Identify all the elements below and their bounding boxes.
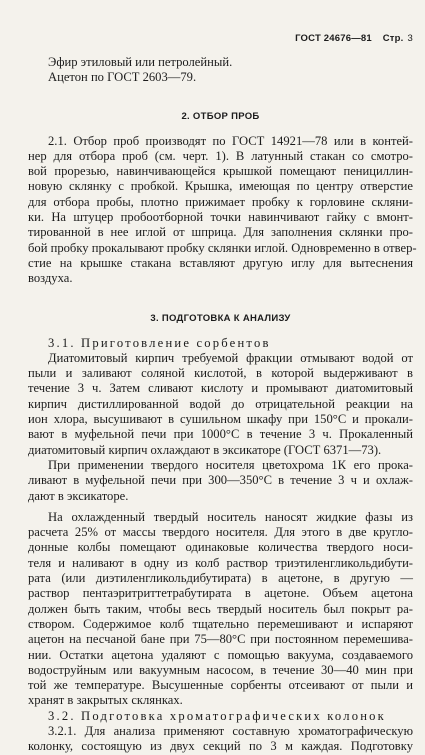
text-line: теля и наливают в одну из колб раствор триэтиленгликольдибути- xyxy=(28,555,413,570)
text-line: раствор пентаэритриттетрабутирата в ацетоне. Объем ацетона xyxy=(28,586,413,601)
page-label: Стр. xyxy=(382,33,404,44)
text-line: бой пробку прокалывают пробку склянки иглой. Одновременно в отвер- xyxy=(28,240,417,255)
reagent-item: Эфир этиловый или петролейный. xyxy=(48,55,233,69)
paragraph-3-1-b xyxy=(28,458,413,504)
document-body xyxy=(28,55,417,755)
text-line: дают в эксикаторе. xyxy=(28,488,129,503)
paragraph-3-1-c xyxy=(28,510,413,709)
text-line: рата (или диэтиленгликольдибутирата) в ацетоне, в другую — xyxy=(28,571,413,586)
text-line: пыли и заливают соляной кислотой, в которой выдерживают в xyxy=(28,366,413,381)
text-line: стие на крышке стакана вставляют другую иглу для вытеснения xyxy=(28,255,413,270)
text-line: 2.1. Отбор проб производят по ГОСТ 14921—78 или в контей- xyxy=(48,133,413,148)
text-line: воздуха. xyxy=(28,271,73,286)
text-line: ливают в муфельной печи при 300—350°С в течение 3 ч и охлаж- xyxy=(28,473,413,488)
text-line: новую склянку с пробкой. Крышка, имеющая по центру отверстие xyxy=(28,179,413,194)
paragraph-3-1-a xyxy=(28,351,413,458)
text-line: нер для отбора проб (см. черт. 1). В латунный стакан со смотро- xyxy=(28,148,413,163)
page-number: 3 xyxy=(407,33,413,44)
text-line: 3.2.1. Для анализа применяют составную хроматографическую xyxy=(48,723,413,738)
reagent-list xyxy=(28,55,413,86)
paragraph-2-1 xyxy=(28,133,417,287)
section-heading-sampling: 2. ОТБОР ПРОБ xyxy=(181,110,260,122)
paragraph-3-2-1 xyxy=(28,724,413,755)
text-line: донные колбы помещают одинаковые количества твердого носи- xyxy=(28,540,413,555)
text-line: створом. Содержимое колб тщательно перемешивают и испаряют xyxy=(28,616,413,631)
text-line: для отбора пробы, плотно прижимает пробку к горловине скляни- xyxy=(28,194,413,209)
text-line: должен быть таким, чтобы весь твердый носитель был покрыт ра- xyxy=(28,601,413,616)
reagent-item: Ацетон по ГОСТ 2603—79. xyxy=(48,70,197,85)
text-line: ион хлора, высушивают в сушильном шкафу при 150°С и прокали- xyxy=(28,412,413,427)
text-line: той же температуре. Высушенные сорбенты отсеивают от пыли и xyxy=(28,678,413,693)
text-line: хранят в закрытых склянках. xyxy=(28,693,183,708)
text-line: При применении твердого носителя цветохрома 1К его прока- xyxy=(48,457,413,472)
subsection-heading-sorbents: 3.1. Приготовление сорбентов xyxy=(48,335,271,350)
text-line: На охлажденный твердый носитель наносят жидкие фазы из xyxy=(48,509,413,524)
text-line: течение 3 ч. Затем сливают кислоту и промывают диатомитовый xyxy=(28,381,413,396)
text-line: диатомитовый кирпич охлаждают в эксикаторе (ГОСТ 6371—73). xyxy=(28,442,382,457)
text-line: тированной в нее иглой от шприца. Для заполнения склянки про- xyxy=(28,225,413,240)
text-line: кирпич дистиллированной водой до отрицательной реакции на xyxy=(28,396,413,411)
text-line: колонку, состоящую из двух секций по 3 м каждая. Подготовку xyxy=(28,739,413,754)
subsection-heading-columns: 3.2. Подготовка хроматографических колонок xyxy=(48,708,386,723)
text-line: ки. На штуцер пробоотборной точки навинчивают гайку с вмонт- xyxy=(28,210,413,225)
standard-number: ГОСТ 24676—81 xyxy=(295,33,372,44)
text-line: водоструйным или вакуумным насосом, в течение 30—40 мин при xyxy=(28,662,413,677)
text-line: вают в муфельной печи при 1000°С в течение 3 ч. Прокаленный xyxy=(28,427,413,442)
text-line: нии. Остатки ацетона удаляют с помощью вакуума, создаваемого xyxy=(28,647,413,662)
text-line: расчета 25% от массы твердого носителя. Для этого в две кругло- xyxy=(28,525,413,540)
text-line: вой прорезью, навинчивающейся крышкой помещают пенициллин- xyxy=(28,164,413,179)
section-heading-preparation: 3. ПОДГОТОВКА К АНАЛИЗУ xyxy=(150,312,291,324)
text-line: Диатомитовый кирпич требуемой фракции отмывают водой от xyxy=(48,350,413,365)
page-header xyxy=(287,33,413,44)
text-line: ацетон на песчаной бане при 75—80°С при постоянном перемешива- xyxy=(28,632,413,647)
